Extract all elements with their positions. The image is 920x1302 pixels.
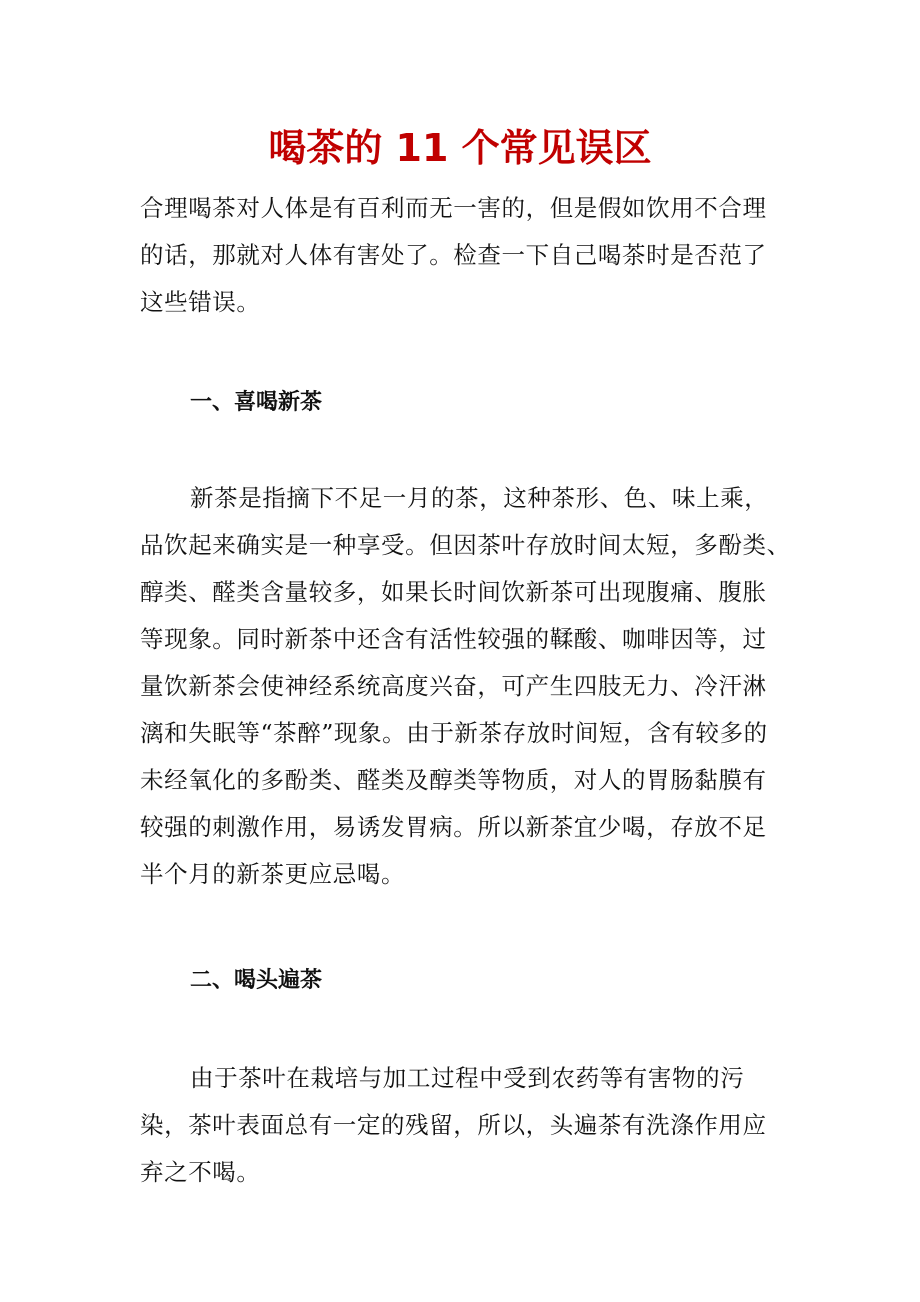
- text-line: 量饮新茶会使神经系统高度兴奋，可产生四肢无力、冷汗淋: [140, 672, 767, 700]
- text-line: 漓和失眠等“茶醉”现象。由于新茶存放时间短，含有较多的: [140, 719, 768, 747]
- section-1-paragraph: [140, 475, 791, 898]
- text-line: 这些错误。: [140, 288, 261, 316]
- intro-paragraph: [140, 185, 785, 326]
- section-heading-1: 一、喜喝新茶: [190, 390, 323, 415]
- section-heading-2: 二、喝头遍茶: [190, 968, 323, 993]
- text-line: 醇类、醛类含量较多，如果长时间饮新茶可出现腹痛、腹胀: [140, 578, 767, 606]
- text-line: 染，茶叶表面总有一定的残留，所以，头遍茶有洗涤作用应: [140, 1111, 767, 1139]
- text-line: 合理喝茶对人体是有百利而无一害的，但是假如饮用不合理: [140, 194, 767, 222]
- text-line: 的话，那就对人体有害处了。检查一下自己喝茶时是否范了: [140, 241, 767, 269]
- text-line: 由于茶叶在栽培与加工过程中受到农药等有害物的污: [190, 1064, 745, 1092]
- document-title: 喝茶的 11 个常见误区: [268, 126, 652, 170]
- text-line: 等现象。同时新茶中还含有活性较强的鞣酸、咖啡因等，过: [140, 625, 767, 653]
- text-line: 未经氧化的多酚类、醛类及醇类等物质，对人的胃肠黏膜有: [140, 766, 767, 794]
- section-2-paragraph: [140, 1055, 785, 1196]
- text-line: 新茶是指摘下不足一月的茶，这种茶形、色、味上乘，: [190, 484, 769, 512]
- text-line: 品饮起来确实是一种享受。但因茶叶存放时间太短，多酚类、: [140, 531, 791, 559]
- text-line: 弃之不喝。: [140, 1158, 261, 1186]
- text-line: 半个月的新茶更应忌喝。: [140, 860, 406, 888]
- text-line: 较强的刺激作用，易诱发胃病。所以新茶宜少喝，存放不足: [140, 813, 767, 841]
